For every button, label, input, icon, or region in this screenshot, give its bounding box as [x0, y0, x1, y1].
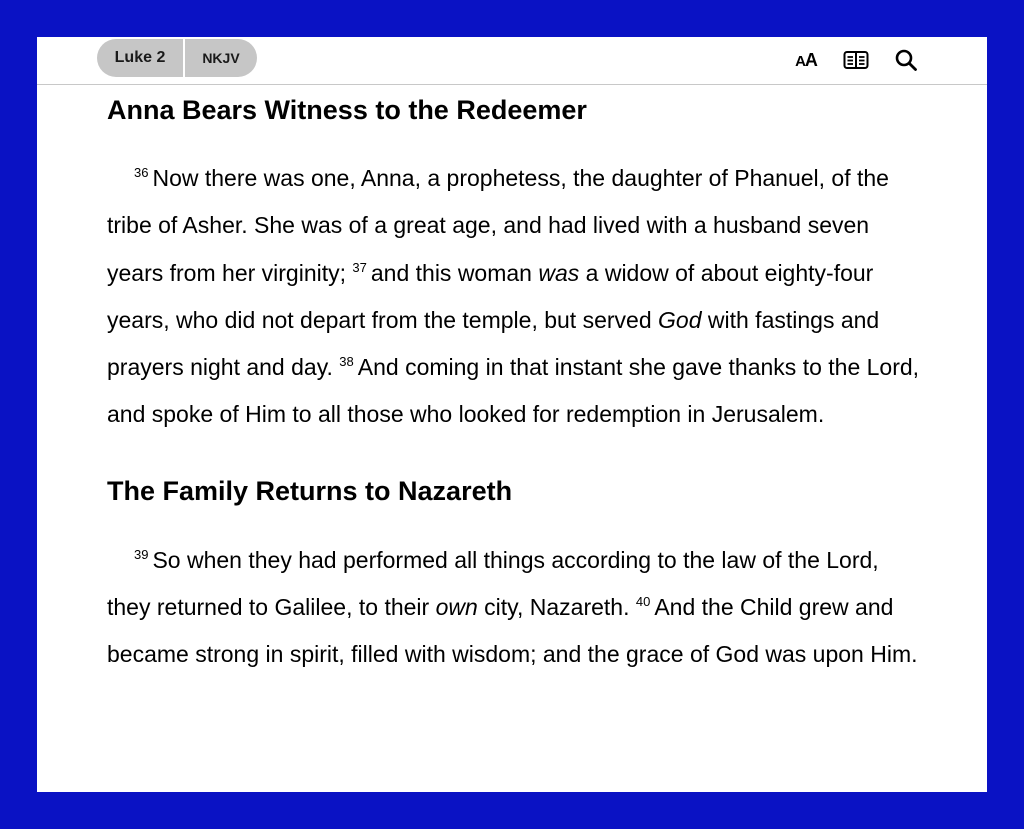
verse-number: 40	[635, 594, 651, 610]
book-chapter-button[interactable]: Luke 2	[114, 49, 166, 66]
italic-word: God	[658, 306, 702, 333]
paragraph	[107, 537, 927, 679]
verse-text: with fastings and prayers night and day.	[107, 306, 880, 381]
italic-word: was	[538, 259, 580, 286]
verse-text: city, Nazareth.	[477, 594, 630, 621]
verse-number: 38	[339, 354, 354, 370]
paragraph	[107, 155, 927, 439]
book-columns-icon	[843, 50, 869, 70]
search-button[interactable]	[893, 47, 919, 73]
toolbar-actions	[793, 47, 919, 73]
verse-text: and this woman	[370, 259, 539, 286]
text-size-button[interactable]	[793, 47, 819, 73]
verse-text: a widow of about eighty-four years, who did not depart from the temple, but served	[107, 259, 874, 333]
scripture-content	[107, 93, 927, 679]
text-size-icon: AA	[795, 49, 817, 70]
verse-text: And coming in that instant she gave thanks to the Lord, and spoke of Him to all those who looked for redemption in Jerusalem.	[107, 354, 920, 428]
passage-selector	[97, 39, 257, 77]
reader-window	[37, 37, 987, 792]
top-toolbar	[37, 37, 987, 85]
parallel-view-button[interactable]	[843, 47, 869, 73]
verse-text: So when they had performed all things according to the law of the Lord, they returned to Galilee, to their	[107, 546, 879, 621]
verse-number: 36	[134, 165, 149, 180]
section-heading: Anna Bears Witness to the Redeemer	[107, 95, 587, 125]
verse-number: 37	[352, 259, 367, 275]
verse-text: And the Child grew and became strong in spirit, filled with wisdom; and the grace of God was upon Him.	[107, 594, 918, 668]
italic-word: own	[435, 594, 478, 621]
verse-number: 39	[134, 546, 149, 562]
search-icon	[894, 48, 918, 72]
section-heading: The Family Returns to Nazareth	[107, 475, 513, 506]
version-button[interactable]: NKJV	[202, 50, 240, 66]
verse-text: Now there was one, Anna, a prophetess, the daughter of Phanuel, of the tribe of Asher. She was of a great age, and had lived with a husband seven years from her virginity;	[107, 165, 889, 286]
